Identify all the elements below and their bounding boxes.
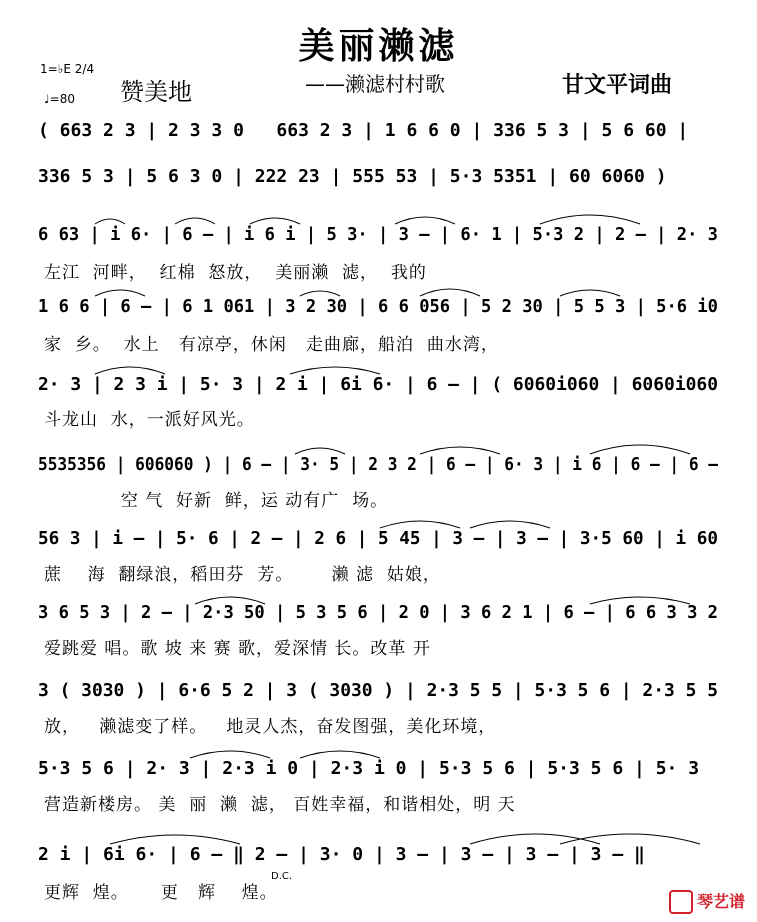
time-top: 2 (74, 62, 83, 76)
time-signature: 2/4 (74, 62, 95, 76)
notes-6: 5535356 | 606060 ) | 6 – | 3· 5 | 2 3 2 | 6 – | 6· 3 | i 6 | 6 – | 6 – (38, 454, 718, 475)
lyrics-4: 家 乡。 水上 有凉亭，休闲 走曲廊，船泊 曲水湾， (44, 335, 499, 355)
score-notes-line-9 (38, 678, 718, 708)
score-notes-line-5 (38, 372, 718, 402)
lyrics-9: 放， 濑滤变了样。 地灵人杰，奋发图强，美化环境， (44, 717, 497, 737)
lyrics-8: 爱跳爱 唱。歌 坡 来 赛 歌，爱深情 长。改革 开 (44, 639, 431, 659)
lyrics-line-4 (44, 330, 724, 356)
lyrics-line-5 (44, 405, 724, 431)
notes-8: 3 6 5 3 | 2 – | 2·3 50 | 5 3 5 6 | 2 0 | 3 6 2 1 | 6 – | 6 6 3 3 2 (38, 602, 718, 623)
score-notes-line-1 (38, 118, 718, 148)
score-notes-line-11 (38, 842, 718, 872)
lyrics-3: 左江 河畔， 红棉 怒放， 美丽濑 滤， 我的 (44, 263, 427, 283)
lyrics-7: 蔗 海 翻绿浪，稻田芬 芳。 濑 滤 姑娘， (44, 565, 441, 585)
mood-marking: 赞美地 (120, 78, 192, 106)
key-label: 1=♭E (40, 62, 71, 76)
notes-9: 3 ( 3030 ) | 6·6 5 2 | 3 ( 3030 ) | 2·3 5 5 | 5·3 5 6 | 2·3 5 5 (38, 680, 718, 701)
score-notes-line-2 (38, 164, 718, 194)
score-notes-line-6 (38, 452, 718, 482)
score-notes-line-7 (38, 526, 718, 556)
lyrics-line-9 (44, 712, 724, 738)
notes-5: 2· 3 | 2 3 i | 5· 3 | 2 i | 6i 6· | 6 – | ( 6060i060 | 6060i060 (38, 374, 718, 395)
time-bottom: 4 (86, 62, 95, 76)
logo-text: 琴艺谱 (696, 891, 745, 911)
site-logo (669, 889, 745, 915)
lyrics-11: 更辉 煌。 更 辉 煌。 (44, 883, 278, 903)
lyrics-line-10 (44, 790, 724, 816)
logo-icon (669, 890, 693, 914)
lyrics-10: 营造新楼房。 美 丽 濑 滤， 百姓幸福，和谐相处，明 天 (44, 795, 516, 815)
notes-7: 56 3 | i – | 5· 6 | 2 – | 2 6 | 5 45 | 3 – | 3 – | 3·5 60 | i 60 (38, 528, 718, 549)
score-notes-line-10 (38, 756, 718, 786)
lyrics-line-11 (44, 878, 724, 904)
score-notes-line-4 (38, 294, 718, 324)
notes-11: 2 i | 6i 6· | 6 – ‖ 2 – | 3· 0 | 3 – | 3 – | 3 – | 3 – ‖ (38, 844, 645, 865)
tempo-marking: ♩=80 (44, 92, 75, 106)
lyrics-line-6 (44, 486, 724, 512)
composer-credit: 甘文平词曲 (562, 73, 673, 98)
notes-2: 336 5 3 | 5 6 3 0 | 222 23 | 555 53 | 5·3 5351 | 60 6060 ) (38, 166, 667, 187)
lyrics-6: 空 气 好新 鲜，运 动有广 场。 (44, 491, 389, 511)
key-signature (40, 62, 94, 76)
lyrics-line-3 (44, 258, 724, 284)
lyrics-line-8 (44, 634, 724, 660)
notes-3: 6 63 | i 6· | 6 – | i 6 i | 5 3· | 3 – | 6· 1 | 5·3 2 | 2 – | 2· 3 (38, 224, 718, 245)
lyrics-5: 斗龙山 水，一派好风光。 (44, 410, 255, 430)
dc-mark: D.C. (271, 871, 293, 882)
lyrics-line-7 (44, 560, 724, 586)
notes-1: ( 663 2 3 | 2 3 3 0 663 2 3 | 1 6 6 0 | 336 5 3 | 5 6 60 | (38, 120, 689, 141)
notes-10: 5·3 5 6 | 2· 3 | 2·3 i 0 | 2·3 i 0 | 5·3 5 6 | 5·3 5 6 | 5· 3 (38, 758, 700, 779)
notes-4: 1 6 6 | 6 – | 6 1 061 | 3 2 30 | 6 6 056 | 5 2 30 | 5 5 3 | 5·6 i0 (38, 296, 718, 317)
score-notes-line-3 (38, 222, 718, 252)
score-notes-line-8 (38, 600, 718, 630)
subtitle: ——濑滤村村歌 (305, 72, 445, 96)
page-title: 美丽濑滤 (298, 25, 459, 67)
